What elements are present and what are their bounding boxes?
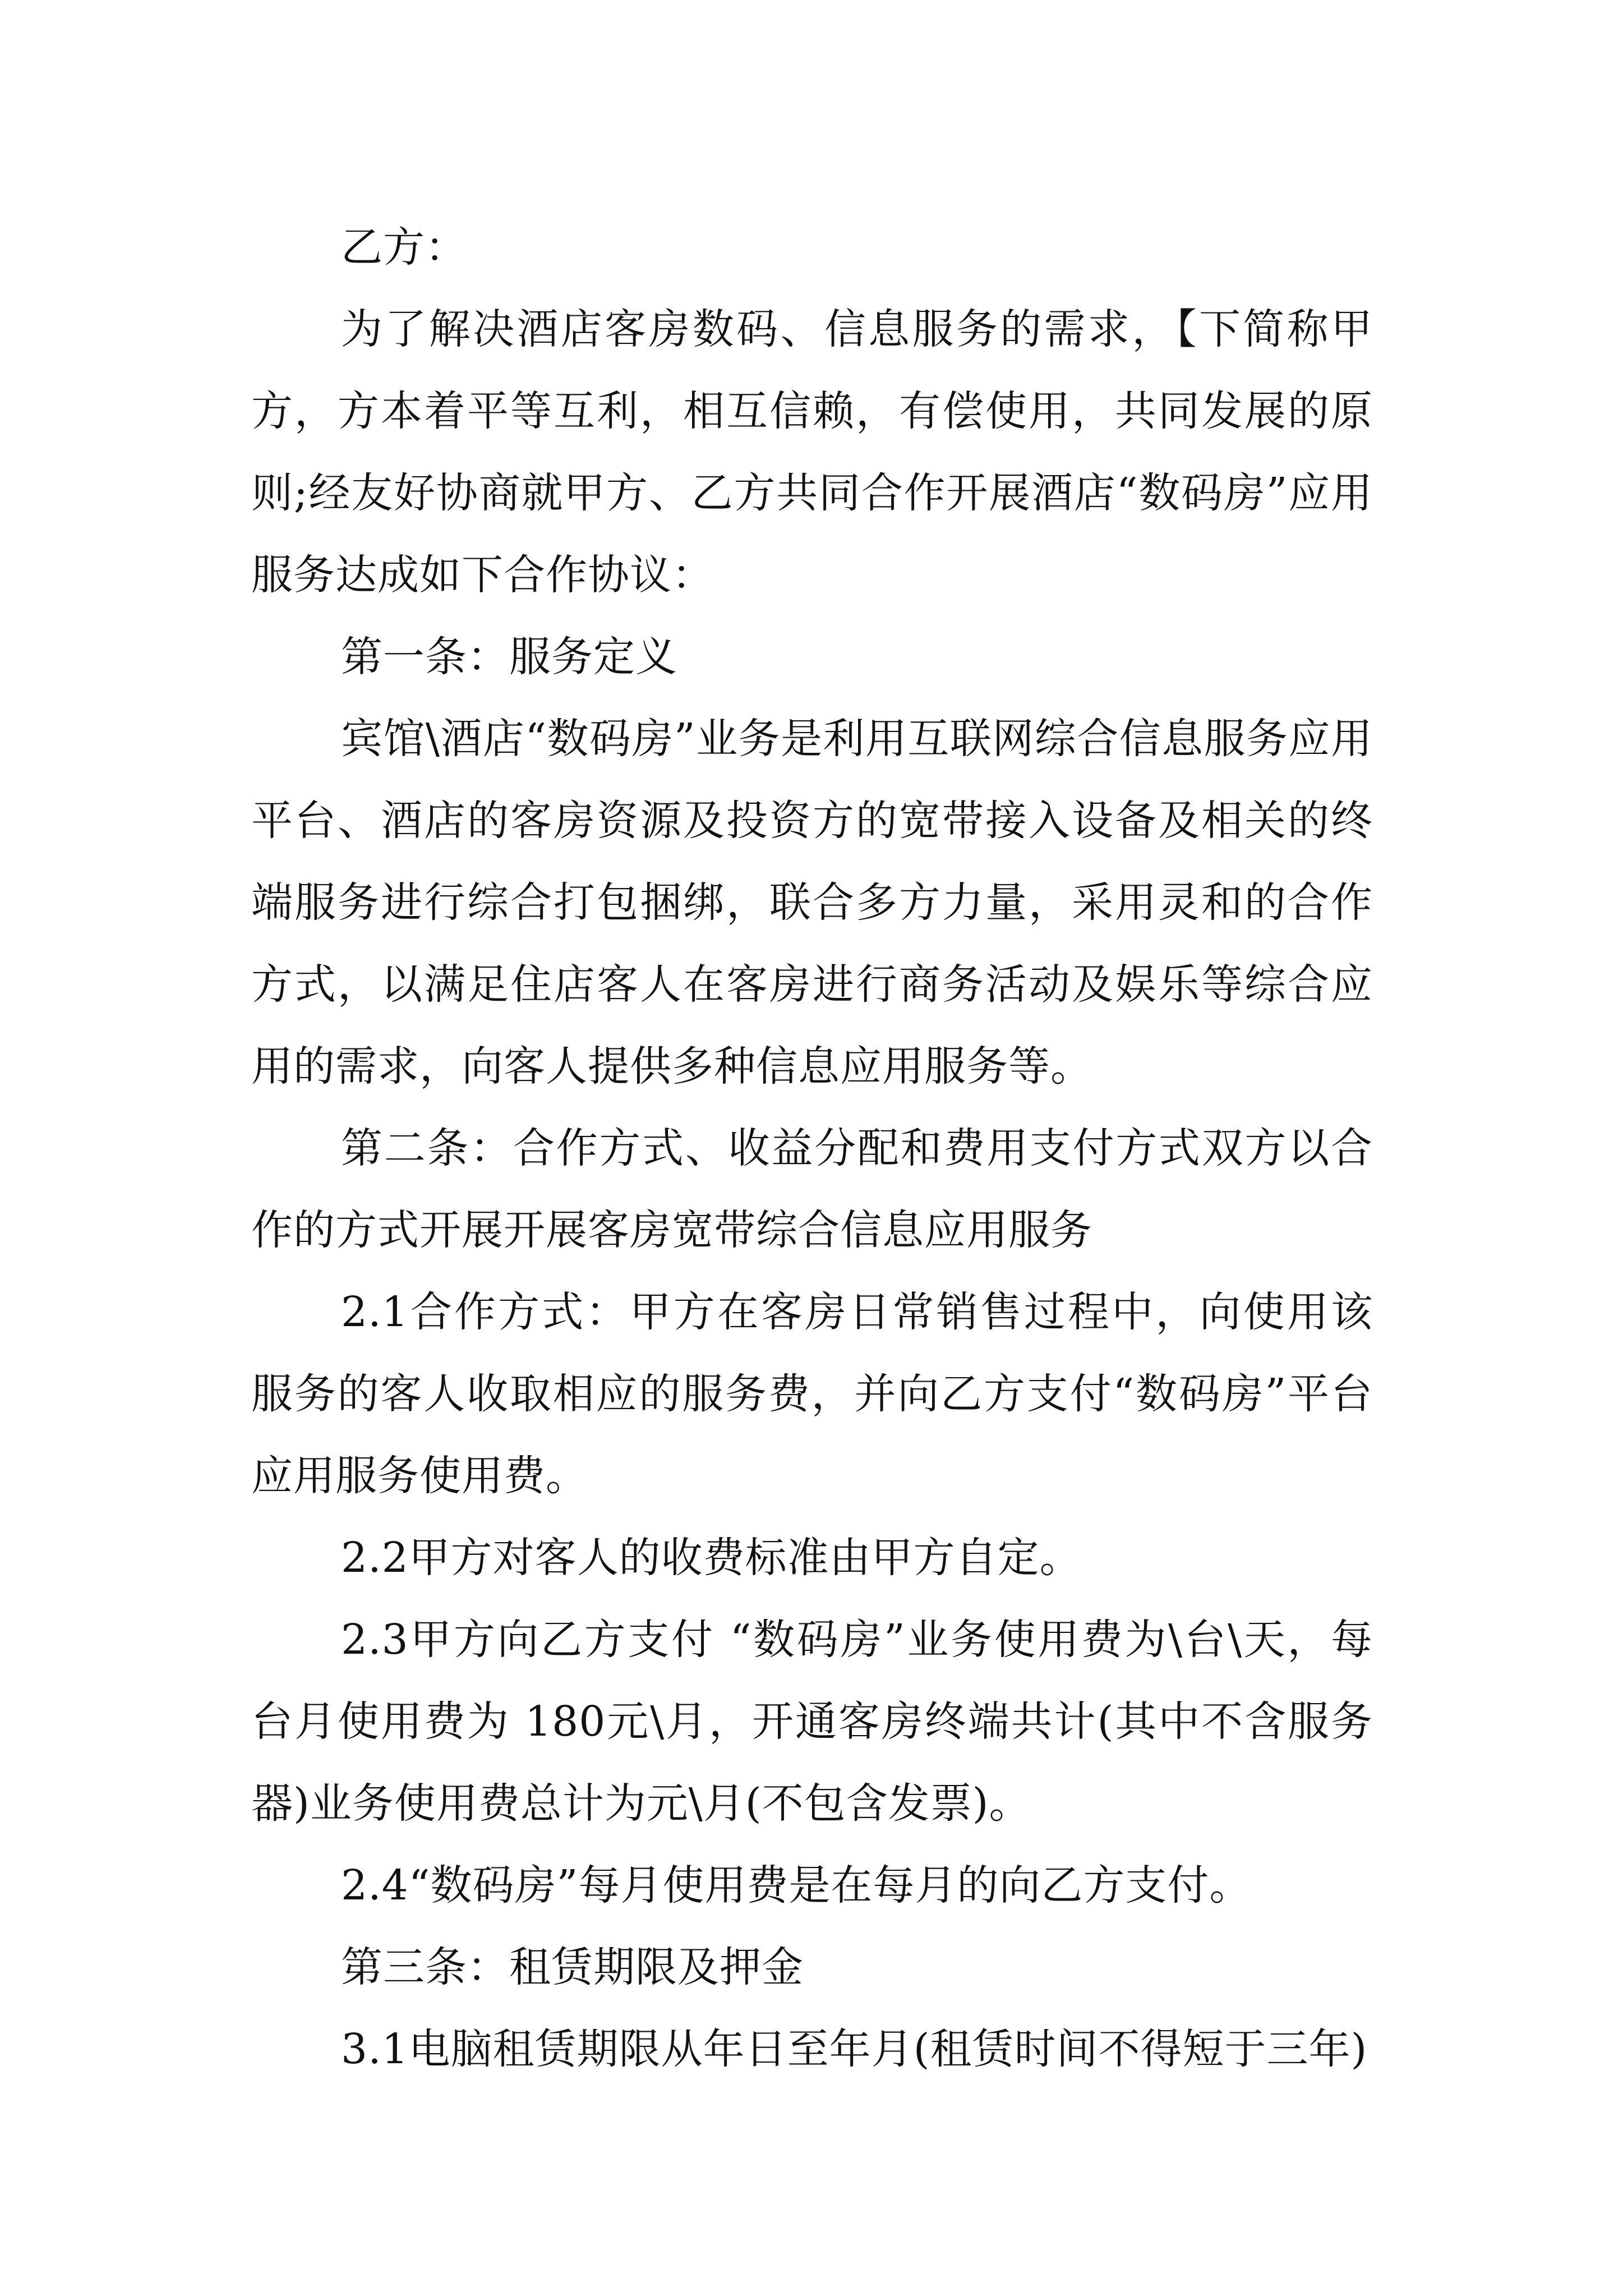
preamble-paragraph: 为了解决酒店客房数码、信息服务的需求，【下简称甲方，方本着平等互利，相互信赖，有偿使用，共同发展的原则;经友好协商就甲方、乙方共同合作开展酒店“数码房”应用服务达成如下合作协议：	[251, 305, 1373, 599]
article-1-heading: 第一条：服务定义	[341, 633, 677, 681]
clause-3-1: 3.1电脑租赁期限从年日至年月(租赁时间不得短于三年)	[341, 2025, 1368, 2073]
document-body	[251, 206, 1373, 2090]
article-2-heading: 第二条：合作方式、收益分配和费用支付方式双方以合作的方式开展开展客房宽带综合信息应用服务	[251, 1124, 1373, 1254]
clause-2-2: 2.2甲方对客人的收费标准由甲方自定。	[341, 1534, 1082, 1582]
clause-2-4: 2.4“数码房”每月使用费是在每月的向乙方支付。	[341, 1861, 1252, 1910]
clause-2-3: 2.3甲方向乙方支付 “数码房”业务使用费为\台\天，每台月使用费为 180元\月，开通客房终端共计(其中不含服务器)业务使用费总计为元\月(不包含发票)。	[251, 1616, 1373, 1828]
article-3-heading: 第三条：租赁期限及押金	[341, 1943, 804, 1991]
party-b-label: 乙方：	[341, 223, 467, 272]
article-1-body: 宾馆\酒店“数码房”业务是利用互联网综合信息服务应用平台、酒店的客房资源及投资方的宽带接入设备及相关的终端服务进行综合打包捆绑，联合多方力量，采用灵和的合作方式，以满足住店客人在客房进行商务活动及娱乐等综合应用的需求，向客人提供多种信息应用服务等。	[251, 715, 1373, 1091]
clause-2-1: 2.1合作方式：甲方在客房日常销售过程中，向使用该服务的客人收取相应的服务费，并向乙方支付“数码房”平台应用服务使用费。	[251, 1288, 1373, 1500]
